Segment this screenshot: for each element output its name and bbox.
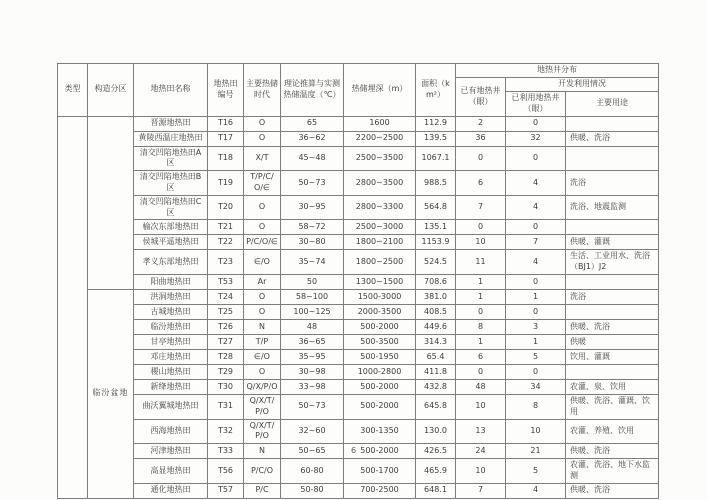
used-wells-cell: 10 xyxy=(506,419,566,444)
field-name-cell: 清交凹陷地热田B区 xyxy=(134,171,208,196)
temperature-cell: 30~98 xyxy=(281,364,344,379)
temperature-cell: 45~48 xyxy=(281,146,344,171)
used-wells-cell: 4 xyxy=(506,171,566,196)
field-name-cell: 清交凹陷地热田A区 xyxy=(134,146,208,171)
used-wells-cell: 5 xyxy=(506,459,566,484)
era-cell: ∈/O xyxy=(244,250,281,275)
era-cell: Ar xyxy=(244,274,281,289)
temperature-cell: 58~100 xyxy=(281,289,344,304)
era-cell: O xyxy=(244,304,281,319)
header-wells-distribution-group: 地热井分布 xyxy=(456,64,659,78)
table-row xyxy=(58,459,659,484)
depth-cell: 500-2000 xyxy=(344,319,416,334)
existing-wells-cell: 8 xyxy=(456,319,506,334)
field-code-cell: T33 xyxy=(208,444,244,459)
field-name-cell: 西海地热田 xyxy=(134,419,208,444)
usage-cell xyxy=(566,274,659,289)
existing-wells-cell: 11 xyxy=(456,250,506,275)
field-code-cell: T20 xyxy=(208,195,244,220)
existing-wells-cell: 13 xyxy=(456,419,506,444)
table-row xyxy=(58,349,659,364)
field-code-cell: T56 xyxy=(208,459,244,484)
usage-cell: 饮用、灌溉 xyxy=(566,349,659,364)
usage-cell: 供暖、洗浴 xyxy=(566,319,659,334)
field-name-cell: 阳曲地热田 xyxy=(134,274,208,289)
temperature-cell: 65 xyxy=(281,116,344,131)
depth-cell: 1300~1500 xyxy=(344,274,416,289)
field-name-cell: 洪洞地热田 xyxy=(134,289,208,304)
table-row xyxy=(58,274,659,289)
page-number: 6 xyxy=(350,446,357,455)
zone-merged-cell xyxy=(88,116,134,289)
area-cell: 988.5 xyxy=(416,171,456,196)
used-wells-cell: 8 xyxy=(506,394,566,419)
geothermal-fields-table xyxy=(57,63,659,499)
table-row xyxy=(58,319,659,334)
existing-wells-cell: 0 xyxy=(456,220,506,235)
existing-wells-cell: 1 xyxy=(456,334,506,349)
table-row xyxy=(58,289,659,304)
existing-wells-cell: 0 xyxy=(456,146,506,171)
temperature-cell: 50~73 xyxy=(281,171,344,196)
existing-wells-cell: 0 xyxy=(456,364,506,379)
field-code-cell: T21 xyxy=(208,220,244,235)
area-cell: 135.1 xyxy=(416,220,456,235)
table-row xyxy=(58,116,659,131)
table-row xyxy=(58,483,659,498)
field-code-cell: T16 xyxy=(208,116,244,131)
header-field-code: 地热田编号 xyxy=(208,64,244,117)
table-row xyxy=(58,394,659,419)
field-name-cell: 新绛地热田 xyxy=(134,379,208,394)
usage-cell: 洗浴 xyxy=(566,171,659,196)
era-cell: P/C xyxy=(244,483,281,498)
area-cell: 432.8 xyxy=(416,379,456,394)
field-name-cell: 通化地热田 xyxy=(134,483,208,498)
era-cell: O xyxy=(244,364,281,379)
field-code-cell: T32 xyxy=(208,419,244,444)
header-used-wells: 已利用地热井（眼） xyxy=(506,92,566,117)
depth-cell: 1500-3000 xyxy=(344,289,416,304)
field-name-cell: 晋源地热田 xyxy=(134,116,208,131)
used-wells-cell: 34 xyxy=(506,379,566,394)
header-depth: 热储埋深（m） xyxy=(344,64,416,117)
used-wells-cell: 0 xyxy=(506,304,566,319)
existing-wells-cell: 10 xyxy=(456,235,506,250)
zone-merged-cell: 临汾盆地 xyxy=(88,289,134,498)
era-cell: Q/X/P/O xyxy=(244,379,281,394)
header-type: 类型 xyxy=(58,64,88,117)
era-cell: X/T xyxy=(244,146,281,171)
depth-cell: 500-2000 xyxy=(344,379,416,394)
table-header xyxy=(58,64,659,117)
usage-cell: 供暖、洗浴 xyxy=(566,444,659,459)
field-code-cell: T31 xyxy=(208,394,244,419)
field-name-cell: 榆次东部地热田 xyxy=(134,220,208,235)
era-cell: O xyxy=(244,289,281,304)
area-cell: 1067.1 xyxy=(416,146,456,171)
field-name-cell: 稷山地热田 xyxy=(134,364,208,379)
usage-cell: 供暖、洗浴 xyxy=(566,483,659,498)
era-cell: N xyxy=(244,444,281,459)
field-code-cell: T19 xyxy=(208,171,244,196)
field-name-cell: 临汾地热田 xyxy=(134,319,208,334)
era-cell: O xyxy=(244,220,281,235)
field-code-cell: T22 xyxy=(208,235,244,250)
existing-wells-cell: 7 xyxy=(456,195,506,220)
temperature-cell: 35~74 xyxy=(281,250,344,275)
table-row xyxy=(58,364,659,379)
usage-cell xyxy=(566,304,659,319)
used-wells-cell: 0 xyxy=(506,220,566,235)
header-field-name: 地热田名称 xyxy=(134,64,208,117)
header-zone: 构造分区 xyxy=(88,64,134,117)
usage-cell: 供暖、灌溉 xyxy=(566,235,659,250)
depth-cell: 500-1950 xyxy=(344,349,416,364)
depth-cell: 500-2000 xyxy=(344,394,416,419)
usage-cell: 供暖 xyxy=(566,334,659,349)
usage-cell: 农灌、泉、饮用 xyxy=(566,379,659,394)
era-cell: N xyxy=(244,319,281,334)
temperature-cell: 30~80 xyxy=(281,235,344,250)
used-wells-cell: 3 xyxy=(506,319,566,334)
temperature-cell: 50 xyxy=(281,274,344,289)
area-cell: 449.6 xyxy=(416,319,456,334)
used-wells-cell: 0 xyxy=(506,364,566,379)
depth-cell: 2500~3000 xyxy=(344,220,416,235)
existing-wells-cell: 1 xyxy=(456,274,506,289)
temperature-cell: 48 xyxy=(281,319,344,334)
depth-cell: 1600 xyxy=(344,116,416,131)
table-body xyxy=(58,116,659,498)
depth-cell: 1800~2500 xyxy=(344,250,416,275)
existing-wells-cell: 0 xyxy=(456,304,506,319)
depth-cell: 500-1700 xyxy=(344,459,416,484)
existing-wells-cell: 36 xyxy=(456,131,506,146)
depth-cell: 2800~3300 xyxy=(344,195,416,220)
used-wells-cell: 1 xyxy=(506,334,566,349)
temperature-cell: 33~98 xyxy=(281,379,344,394)
field-code-cell: T24 xyxy=(208,289,244,304)
depth-cell: 1800~2100 xyxy=(344,235,416,250)
field-code-cell: T18 xyxy=(208,146,244,171)
era-cell: O xyxy=(244,195,281,220)
field-code-cell: T25 xyxy=(208,304,244,319)
era-cell: Q/X/T/P/O xyxy=(244,394,281,419)
used-wells-cell: 32 xyxy=(506,131,566,146)
usage-cell xyxy=(566,116,659,131)
depth-cell: 2500~3500 xyxy=(344,146,416,171)
field-code-cell: T26 xyxy=(208,319,244,334)
table-row xyxy=(58,131,659,146)
era-cell: T/P/C/O/∈ xyxy=(244,171,281,196)
field-name-cell: 孝义东部地热田 xyxy=(134,250,208,275)
field-code-cell: T17 xyxy=(208,131,244,146)
table-row xyxy=(58,250,659,275)
field-code-cell: T28 xyxy=(208,349,244,364)
table-row xyxy=(58,304,659,319)
field-code-cell: T57 xyxy=(208,483,244,498)
era-cell: O xyxy=(244,131,281,146)
era-cell: T/P xyxy=(244,334,281,349)
field-name-cell: 黄陵西温庄地热田 xyxy=(134,131,208,146)
field-name-cell: 邓庄地热田 xyxy=(134,349,208,364)
table-row xyxy=(58,195,659,220)
depth-cell: 700-2500 xyxy=(344,483,416,498)
era-cell: Q/X/T/P/O xyxy=(244,419,281,444)
header-temperature: 理论推算与实测热储温度（℃） xyxy=(281,64,344,117)
area-cell: 708.6 xyxy=(416,274,456,289)
depth-cell: 300-1350 xyxy=(344,419,416,444)
used-wells-cell: 21 xyxy=(506,444,566,459)
area-cell: 139.5 xyxy=(416,131,456,146)
table-row xyxy=(58,235,659,250)
era-cell: O xyxy=(244,116,281,131)
used-wells-cell: 1 xyxy=(506,289,566,304)
header-main-usage: 主要用途 xyxy=(566,92,659,117)
existing-wells-cell: 6 xyxy=(456,349,506,364)
temperature-cell: 50~73 xyxy=(281,394,344,419)
temperature-cell: 100~125 xyxy=(281,304,344,319)
used-wells-cell: 4 xyxy=(506,483,566,498)
type-merged-cell xyxy=(58,116,88,498)
temperature-cell: 32~60 xyxy=(281,419,344,444)
field-code-cell: T30 xyxy=(208,379,244,394)
era-cell: ∈/O xyxy=(244,349,281,364)
field-name-cell: 曲沃翼城地热田 xyxy=(134,394,208,419)
temperature-cell: 30~95 xyxy=(281,195,344,220)
area-cell: 524.5 xyxy=(416,250,456,275)
existing-wells-cell: 10 xyxy=(456,394,506,419)
area-cell: 381.0 xyxy=(416,289,456,304)
field-name-cell: 侯城平遥地热田 xyxy=(134,235,208,250)
depth-cell: 500-3500 xyxy=(344,334,416,349)
existing-wells-cell: 10 xyxy=(456,459,506,484)
field-code-cell: T23 xyxy=(208,250,244,275)
existing-wells-cell: 1 xyxy=(456,289,506,304)
table-row xyxy=(58,379,659,394)
field-name-cell: 清交凹陷地热田C区 xyxy=(134,195,208,220)
table-row xyxy=(58,419,659,444)
era-cell: P/C/O/∈ xyxy=(244,235,281,250)
table-row xyxy=(58,171,659,196)
era-cell: P/C/O xyxy=(244,459,281,484)
usage-cell xyxy=(566,146,659,171)
usage-cell: 供暖、洗浴、灌溉、饮用 xyxy=(566,394,659,419)
depth-cell: 2800~3500 xyxy=(344,171,416,196)
temperature-cell: 36~65 xyxy=(281,334,344,349)
depth-cell: 1000-2800 xyxy=(344,364,416,379)
field-name-cell: 甘亭地热田 xyxy=(134,334,208,349)
usage-cell: 农灌、洗浴、地下水监测 xyxy=(566,459,659,484)
area-cell: 648.1 xyxy=(416,483,456,498)
used-wells-cell: 0 xyxy=(506,116,566,131)
used-wells-cell: 4 xyxy=(506,195,566,220)
used-wells-cell: 4 xyxy=(506,250,566,275)
header-existing-wells: 已有地热井（眼） xyxy=(456,78,506,117)
area-cell: 408.5 xyxy=(416,304,456,319)
table-row xyxy=(58,334,659,349)
temperature-cell: 36~62 xyxy=(281,131,344,146)
depth-cell: 2200~2500 xyxy=(344,131,416,146)
area-cell: 465.9 xyxy=(416,459,456,484)
table-row xyxy=(58,146,659,171)
temperature-cell: 58~72 xyxy=(281,220,344,235)
header-era: 主要热储时代 xyxy=(244,64,281,117)
temperature-cell: 50-80 xyxy=(281,483,344,498)
area-cell: 112.9 xyxy=(416,116,456,131)
field-name-cell: 高显地热田 xyxy=(134,459,208,484)
area-cell: 1153.9 xyxy=(416,235,456,250)
usage-cell xyxy=(566,220,659,235)
used-wells-cell: 5 xyxy=(506,349,566,364)
used-wells-cell: 0 xyxy=(506,146,566,171)
usage-cell: 供暖、洗浴 xyxy=(566,131,659,146)
field-code-cell: T53 xyxy=(208,274,244,289)
temperature-cell: 60-80 xyxy=(281,459,344,484)
usage-cell xyxy=(566,364,659,379)
usage-cell: 洗浴、地震监测 xyxy=(566,195,659,220)
depth-cell: 2000-3500 xyxy=(344,304,416,319)
field-name-cell: 河津地热田 xyxy=(134,444,208,459)
area-cell: 130.0 xyxy=(416,419,456,444)
temperature-cell: 35~95 xyxy=(281,349,344,364)
field-code-cell: T29 xyxy=(208,364,244,379)
field-code-cell: T27 xyxy=(208,334,244,349)
used-wells-cell: 7 xyxy=(506,235,566,250)
usage-cell: 农灌、养殖、饮用 xyxy=(566,419,659,444)
used-wells-cell: 0 xyxy=(506,274,566,289)
table-row xyxy=(58,220,659,235)
header-development-group: 开发利用情况 xyxy=(506,78,659,92)
existing-wells-cell: 2 xyxy=(456,116,506,131)
usage-cell: 洗浴 xyxy=(566,289,659,304)
existing-wells-cell: 24 xyxy=(456,444,506,459)
usage-cell: 生活、工业用水、洗浴（BJ1）J2 xyxy=(566,250,659,275)
existing-wells-cell: 6 xyxy=(456,171,506,196)
header-area: 面积（km²） xyxy=(416,64,456,117)
area-cell: 314.3 xyxy=(416,334,456,349)
area-cell: 426.5 xyxy=(416,444,456,459)
area-cell: 645.8 xyxy=(416,394,456,419)
area-cell: 65.4 xyxy=(416,349,456,364)
area-cell: 564.8 xyxy=(416,195,456,220)
existing-wells-cell: 7 xyxy=(456,483,506,498)
area-cell: 411.8 xyxy=(416,364,456,379)
existing-wells-cell: 48 xyxy=(456,379,506,394)
temperature-cell: 50~65 xyxy=(281,444,344,459)
depth-cell: 500-2000 xyxy=(344,444,416,459)
field-name-cell: 古城地热田 xyxy=(134,304,208,319)
